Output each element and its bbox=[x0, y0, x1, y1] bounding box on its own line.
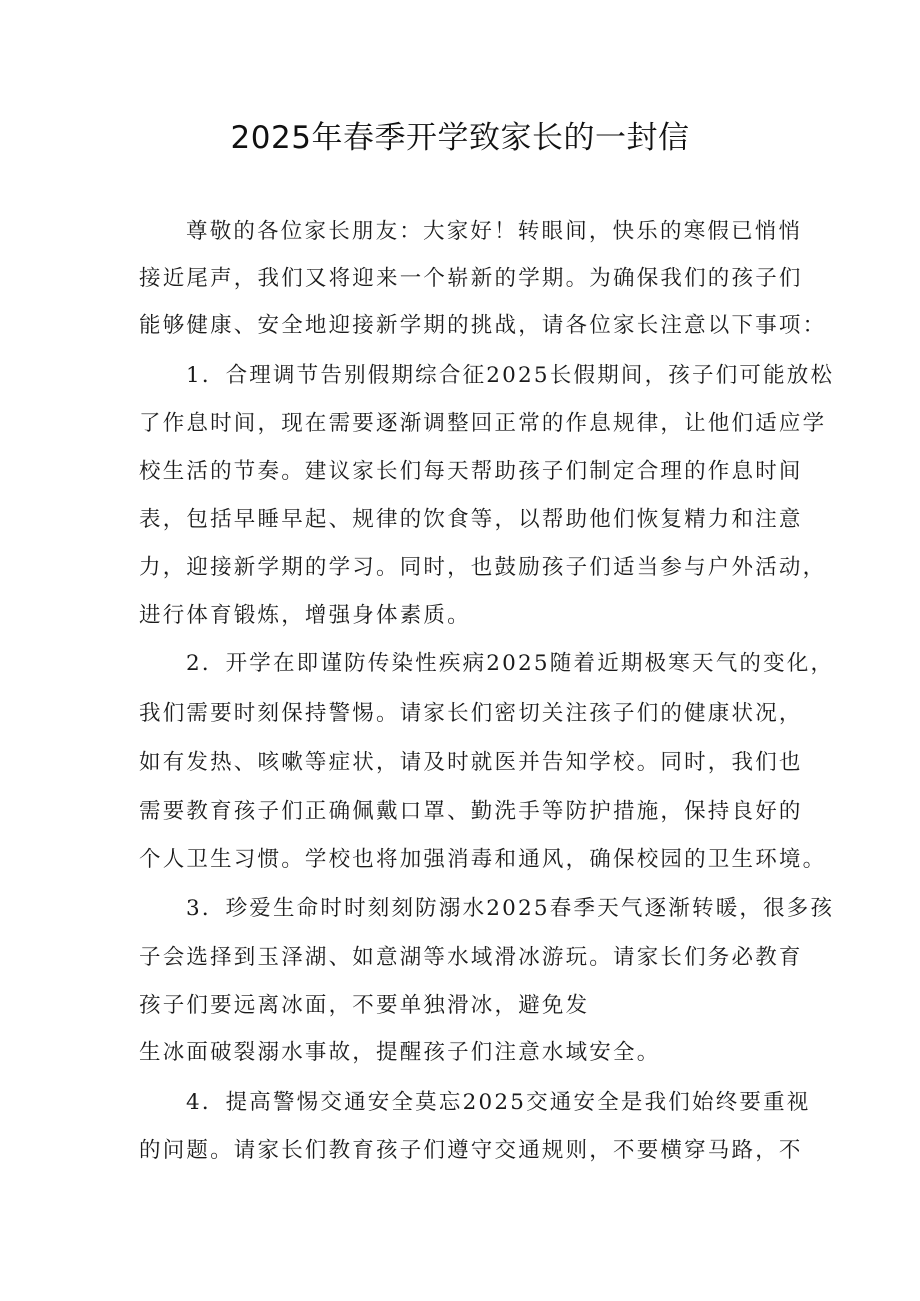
body-line: 能够健康、安全地迎接新学期的挑战，请各位家长注意以下事项： bbox=[139, 313, 827, 338]
body-line: 尊敬的各位家长朋友：大家好！转眼间，快乐的寒假已悄悄 bbox=[186, 219, 803, 244]
body-line: 如有发热、咳嗽等症状，请及时就医并告知学校。同时，我们也 bbox=[139, 750, 803, 775]
body-line: 1．合理调节告别假期综合征2025长假期间，孩子们可能放松 bbox=[186, 363, 835, 388]
body-line: 孩子们要远离冰面，不要单独滑冰，避免发 bbox=[139, 993, 590, 1018]
body-line: 3．珍爱生命时时刻刻防溺水2025春季天气逐渐转暖，很多孩 bbox=[186, 896, 835, 921]
body-line: 个人卫生习惯。学校也将加强消毒和通风，确保校园的卫生环境。 bbox=[139, 847, 827, 872]
body-line: 力，迎接新学期的学习。同时，也鼓励孩子们适当参与户外活动， bbox=[139, 555, 827, 580]
body-line: 生冰面破裂溺水事故，提醒孩子们注意水域安全。 bbox=[139, 1040, 661, 1065]
body-line: 进行体育锻炼，增强身体素质。 bbox=[139, 603, 471, 628]
body-line: 表，包括早睡早起、规律的饮食等，以帮助他们恢复精力和注意 bbox=[139, 507, 803, 532]
body-line: 子会选择到玉泽湖、如意湖等水域滑冰游玩。请家长们务必教育 bbox=[139, 945, 803, 970]
document-title: 2025年春季开学致家长的一封信 bbox=[230, 120, 690, 156]
body-line: 2．开学在即谨防传染性疾病2025随着近期极寒天气的变化， bbox=[186, 651, 835, 676]
body-line: 我们需要时刻保持警惕。请家长们密切关注孩子们的健康状况， bbox=[139, 701, 803, 726]
body-line: 校生活的节奏。建议家长们每天帮助孩子们制定合理的作息时间 bbox=[139, 459, 803, 484]
body-line: 4．提高警惕交通安全莫忘2025交通安全是我们始终要重视 bbox=[186, 1090, 811, 1115]
body-line: 需要教育孩子们正确佩戴口罩、勤洗手等防护措施，保持良好的 bbox=[139, 799, 803, 824]
body-line: 了作息时间，现在需要逐渐调整回正常的作息规律，让他们适应学 bbox=[139, 411, 827, 436]
body-line: 的问题。请家长们教育孩子们遵守交通规则，不要横穿马路，不 bbox=[139, 1138, 803, 1163]
body-line: 接近尾声，我们又将迎来一个崭新的学期。为确保我们的孩子们 bbox=[139, 266, 803, 291]
